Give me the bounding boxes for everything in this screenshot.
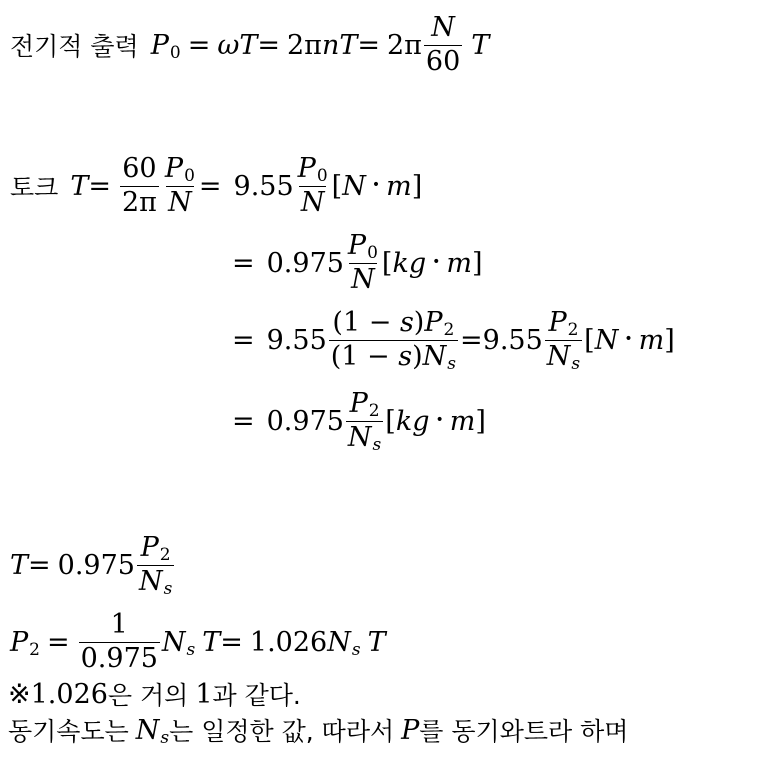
reciprocal-fraction [79,611,160,673]
omega-symbol: ω [217,29,240,61]
two-pi: 2π [386,29,422,61]
note-text: 은 거의 [107,681,189,710]
output-equation [10,12,489,78]
fraction-numerator: P 2 [349,388,380,422]
power-speed-fraction [296,155,330,217]
n-symbol: n [321,29,340,61]
unit-dot: • [624,331,633,347]
p0-subscript: 0 [169,43,181,63]
torque-symbol: T [339,29,358,61]
t-equation [10,528,176,602]
slip-fraction [329,307,458,374]
coefficient: 9.55 [482,324,543,356]
coefficient: 1.026 [249,626,328,658]
fraction-denominator: 2π [121,186,157,218]
speed-fraction [424,14,462,76]
conclusion-text-end: 를 동기와트라 하며 [419,717,629,746]
unit-bracket-open: [ [381,247,393,279]
fraction-numerator: 60 [122,153,157,185]
unit-dot: • [435,412,444,428]
coefficient: 0.975 [266,247,344,279]
equals-sign: = [257,29,280,61]
fraction-numerator: P 2 [548,307,579,341]
equals-sign: = [88,170,111,202]
torque-equation-1 [10,150,422,222]
torque-equation-4 [232,384,486,458]
torque-equation-2 [232,228,483,298]
torque-equation-3 [232,304,675,376]
equals-sign: = [220,626,243,658]
unit-dot: • [432,254,441,270]
power-speed-fraction [163,155,197,217]
note-value: 1.026 [30,678,108,710]
p2-equation: P 2 = $\frac{1}{0.975}$ N s T = 1.026 N s T [10,609,386,674]
equals-sign: = [198,170,222,202]
p2-subscript: 2 [29,640,40,660]
unit-b: m [449,405,476,437]
coefficient: 0.975 [57,549,135,581]
equals-sign: = [460,324,483,356]
ns-symbol: N [161,626,186,658]
p2-symbol: P [10,626,29,658]
unit-b: m [638,324,665,356]
fraction-denominator: N [168,186,192,218]
equals-sign: = [232,324,255,356]
fraction-denominator: (1 − s ) N s [330,340,457,374]
fraction-denominator: N [300,186,325,218]
torque-symbol: T [10,549,29,581]
fraction-denominator: 60 [425,45,461,77]
fraction-numerator: N [431,12,455,44]
unit-dot: • [371,177,381,193]
unit-bracket-open: [ [331,170,343,202]
fraction-numerator: P 0 [164,153,195,187]
reference-mark: ※ [8,678,31,710]
conclusion-text-middle: 는 일정한 값, 따라서 [169,717,395,746]
p0-symbol: P [150,29,169,61]
unit-b: m [446,247,472,279]
ns-symbol: N [327,626,351,658]
unit-a: kg [392,247,427,279]
fraction-denominator: 0.975 [80,642,158,674]
note-one: 1 [195,678,213,710]
unit-a: N [342,170,366,202]
torque-label: 토크 [10,173,59,202]
constant-fraction [120,155,159,217]
equals-sign: = [357,29,380,61]
unit-bracket-open: [ [584,324,595,356]
equals-sign: = [47,626,70,658]
fraction-denominator: N [351,263,375,295]
fraction-denominator: N s [347,421,382,455]
coefficient: 9.55 [266,324,327,356]
equals-sign: = [232,405,255,437]
conclusion-line: 동기속도는 N s 는 일정한 값, 따라서 P 를 동기와트라 하며 [8,710,628,750]
fraction-numerator: (1 − s ) P 2 [332,307,455,341]
fraction-numerator: P 0 [347,230,378,264]
power-speed-fraction [346,232,380,294]
unit-bracket-close: ] [664,324,675,356]
coefficient: 9.55 [233,170,294,202]
fraction-denominator: N s [138,565,173,599]
power-sync-speed-fraction [545,307,582,374]
unit-bracket-close: ] [472,247,483,279]
coefficient: 0.975 [266,405,344,437]
two-pi: 2π [287,29,322,61]
torque-symbol: T [367,626,386,658]
torque-symbol: T [70,170,89,202]
note-line [8,676,301,712]
equals-sign: = [232,247,255,279]
fraction-numerator: 1 [110,609,128,641]
fraction-numerator: P 2 [140,532,171,566]
equals-sign: = [28,549,51,581]
ns-symbol: N [135,714,160,746]
output-label: 전기적 출력 [10,32,139,61]
unit-b: m [386,170,412,202]
torque-symbol: T [202,626,221,658]
torque-symbol: T [471,29,490,61]
fraction-denominator: N s [546,340,581,374]
power-sync-speed-fraction [346,388,383,455]
unit-a: N [594,324,619,356]
torque-symbol: T [239,29,258,61]
note-text-end: 과 같다. [212,681,301,710]
conclusion-text: 동기속도는 [8,717,129,746]
power-sync-speed-fraction [137,532,174,599]
unit-bracket-close: ] [475,405,486,437]
fraction-numerator: P 0 [297,153,328,187]
unit-a: kg [395,405,430,437]
unit-bracket-open: [ [385,405,396,437]
p-symbol: P [401,714,420,746]
unit-bracket-close: ] [411,170,423,202]
equals-sign: = [187,29,211,61]
